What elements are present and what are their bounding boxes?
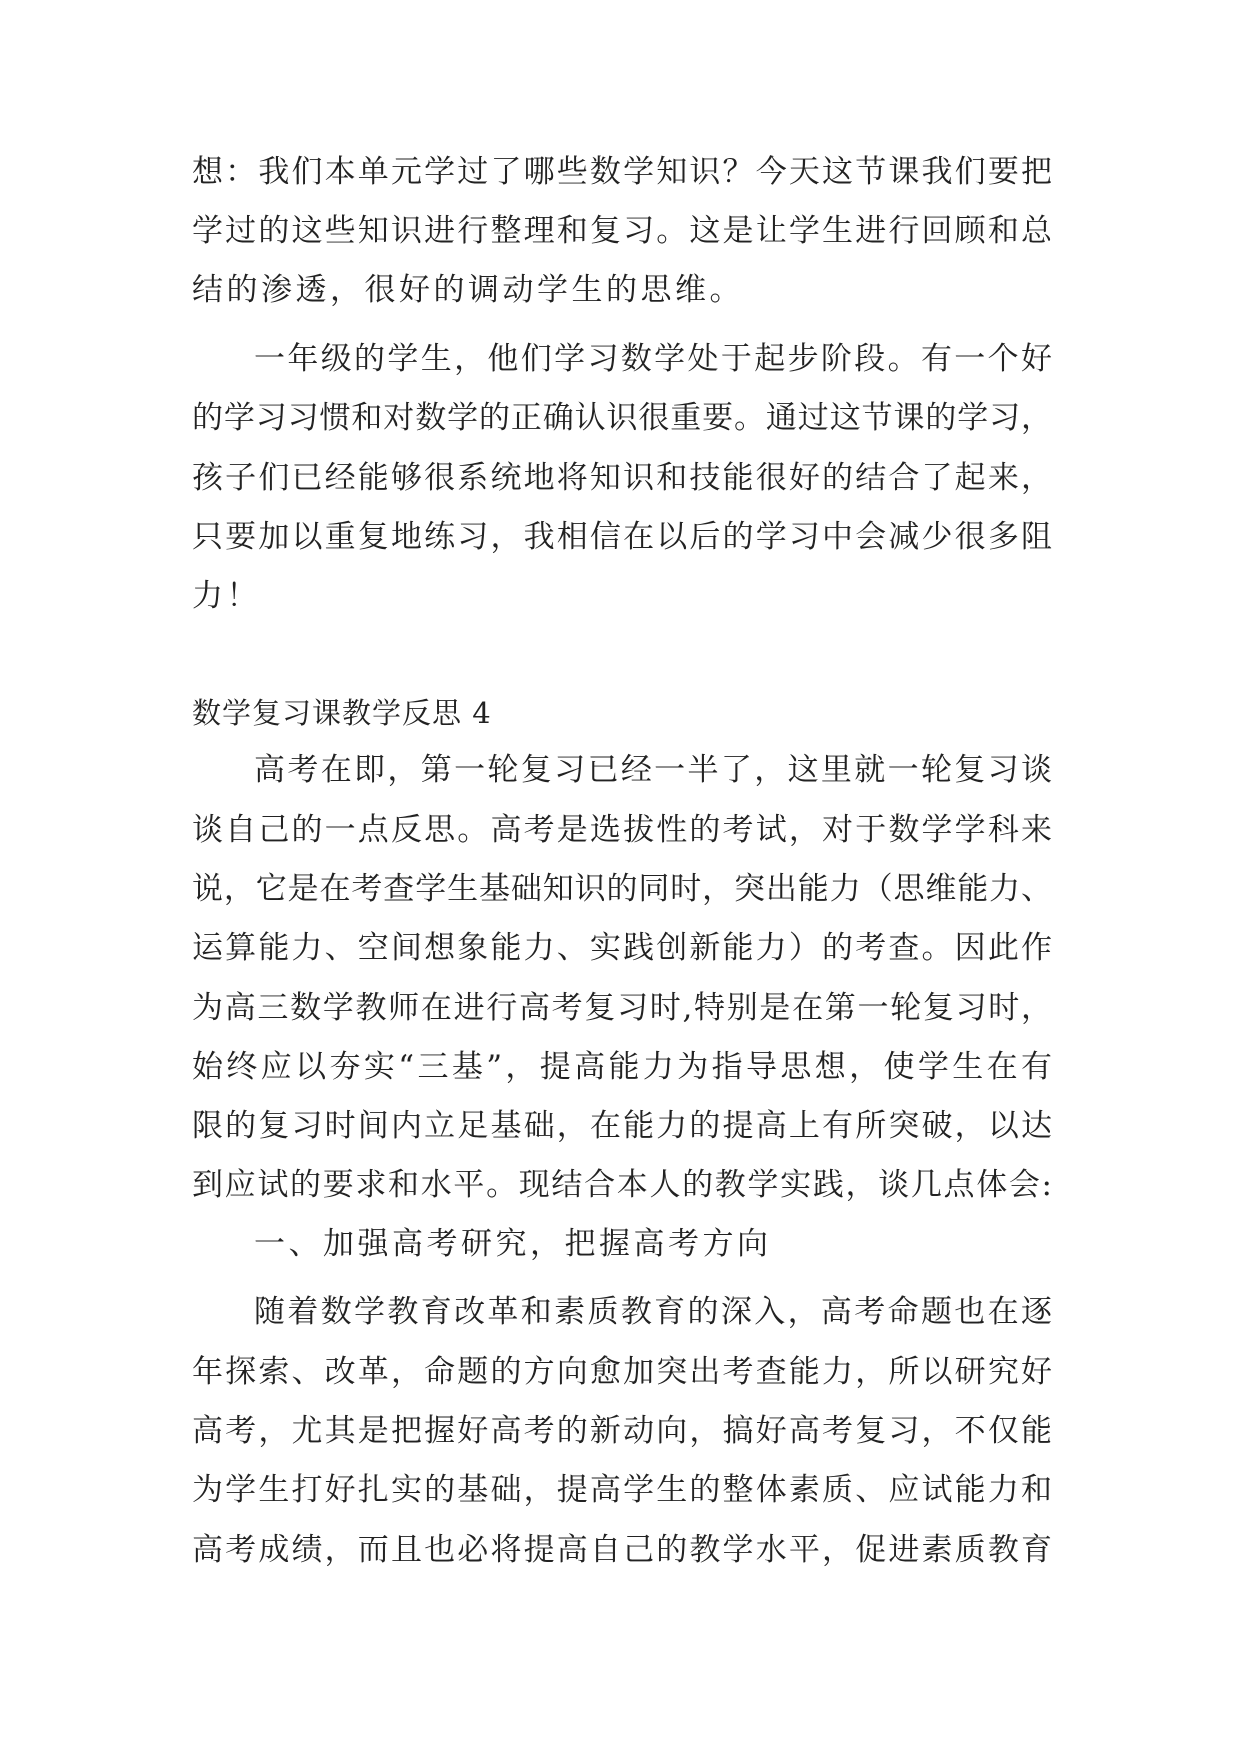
paragraph-line: 说，它是在考查学生基础知识的同时，突出能力（思维能力、	[192, 871, 1052, 907]
paragraph-line: 始终应以夯实“三基”，提高能力为指导思想，使学生在有	[192, 1049, 1052, 1085]
paragraph-line: 只要加以重复地练习，我相信在以后的学习中会减少很多阻	[192, 519, 1052, 555]
section-heading: 数学复习课教学反思 4	[192, 696, 492, 730]
paragraph-line: 随着数学教育改革和素质教育的深入，高考命题也在逐	[254, 1294, 1052, 1330]
paragraph-line: 高考成绩，而且也必将提高自己的教学水平，促进素质教育	[192, 1532, 1052, 1568]
paragraph-line: 年探索、改革，命题的方向愈加突出考查能力，所以研究好	[192, 1354, 1052, 1390]
paragraph-line: 高考，尤其是把握好高考的新动向，搞好高考复习，不仅能	[192, 1413, 1052, 1449]
paragraph-line: 的学习习惯和对数学的正确认识很重要。通过这节课的学习，	[192, 400, 1052, 436]
subsection-heading: 一、加强高考研究，把握高考方向	[254, 1226, 772, 1262]
paragraph-line: 到应试的要求和水平。现结合本人的教学实践，谈几点体会:	[192, 1167, 1052, 1203]
paragraph-line: 一年级的学生，他们学习数学处于起步阶段。有一个好	[254, 341, 1052, 377]
paragraph-line: 高考在即，第一轮复习已经一半了，这里就一轮复习谈	[254, 752, 1052, 788]
paragraph-line: 孩子们已经能够很系统地将知识和技能很好的结合了起来，	[192, 460, 1052, 496]
paragraph-line: 运算能力、空间想象能力、实践创新能力）的考查。因此作	[192, 930, 1052, 966]
paragraph-line: 限的复习时间内立足基础，在能力的提高上有所突破，以达	[192, 1108, 1052, 1144]
paragraph-line: 谈自己的一点反思。高考是选拔性的考试，对于数学学科来	[192, 812, 1052, 848]
paragraph-line: 学过的这些知识进行整理和复习。这是让学生进行回顾和总	[192, 213, 1052, 249]
paragraph-line: 想：我们本单元学过了哪些数学知识？今天这节课我们要把	[192, 154, 1052, 190]
paragraph-line: 结的渗透，很好的调动学生的思维。	[192, 272, 744, 308]
paragraph-line: 为学生打好扎实的基础，提高学生的整体素质、应试能力和	[192, 1472, 1052, 1508]
paragraph-line: 为高三数学教师在进行高考复习时,特别是在第一轮复习时，	[192, 990, 1052, 1026]
paragraph-line: 力！	[192, 578, 261, 614]
